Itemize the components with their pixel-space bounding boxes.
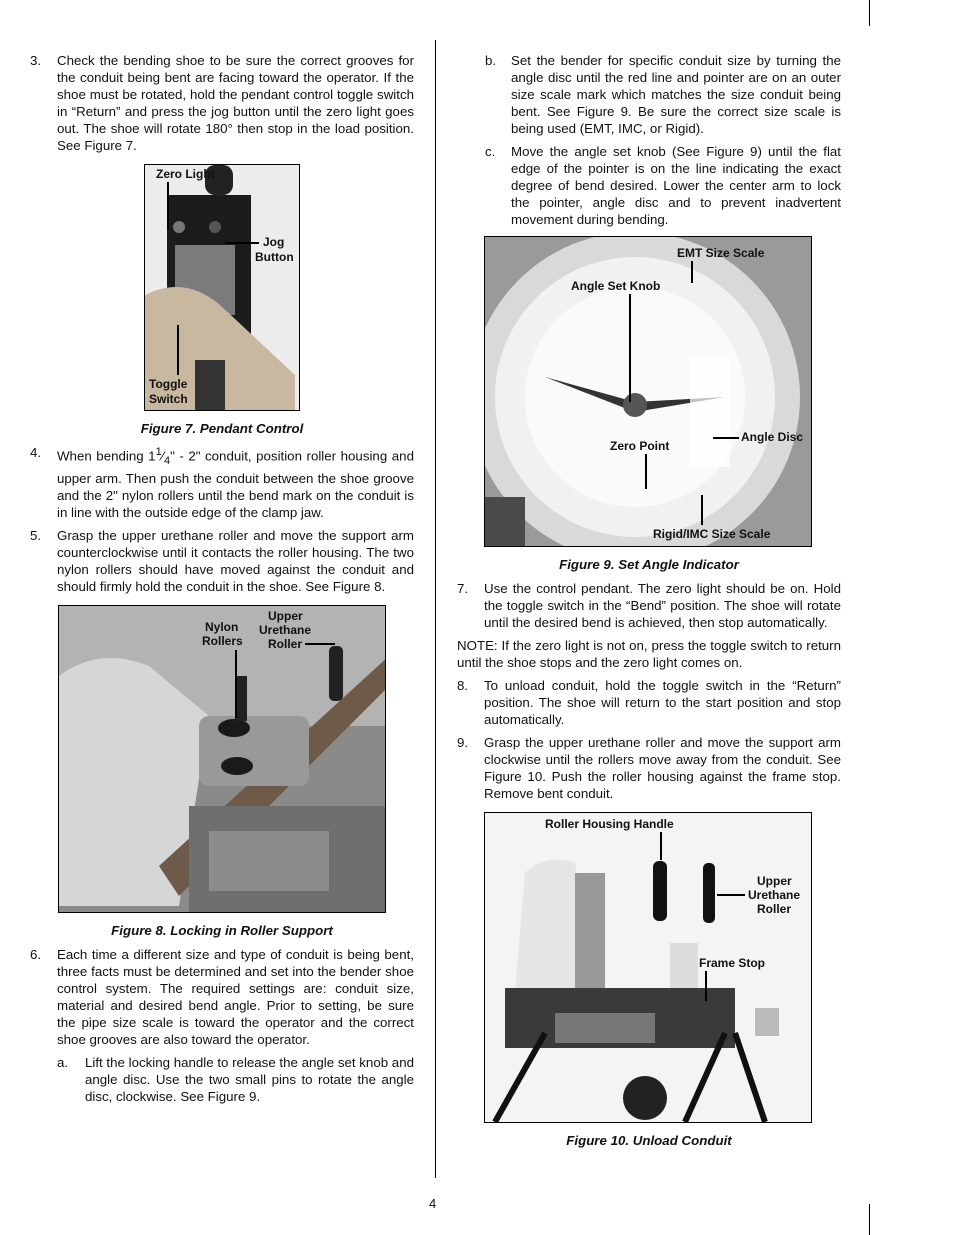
label-nylon-1: Nylon	[205, 620, 239, 635]
figure-8-image	[58, 605, 386, 913]
label-jog-1: Jog	[263, 235, 285, 249]
label-angle-set-knob: Angle Set Knob	[571, 279, 661, 293]
figure-8-caption: Figure 8. Locking in Roller Support	[111, 923, 333, 939]
pointer-angle-disc	[713, 437, 739, 439]
left-column	[30, 52, 414, 1111]
step-6a-text: Lift the locking handle to release the angle set knob and angle disc. Use the two small pins to rotate the angle disc, clockwise. See Figure 9.	[85, 1055, 414, 1105]
roller-support-photo	[59, 606, 385, 912]
pointer-emt-scale	[691, 261, 693, 283]
label-zero-light: Zero Light	[156, 167, 215, 181]
step-6: 6. Each time a different size and type of conduit is being bent, three facts must be determined and set into the bender shoe control system. The required settings are: conduit size, material and desired bend angle. Prior to setting, be sure the pipe size scale is toward the operator and the correct shoe grooves are also toward the operator.	[30, 947, 414, 1048]
pointer-angle-set-knob	[629, 294, 631, 402]
pointer-zero-point	[645, 454, 647, 489]
figure-7-caption: Figure 7. Pendant Control	[140, 421, 304, 436]
step-9-text: Grasp the upper urethane roller and move the support arm clockwise until the rollers move away from the conduit. See Figure 10. Push the roller housing against the frame stop. Remove bent conduit.	[484, 735, 841, 801]
pointer-zero-light	[167, 182, 169, 230]
pointer-roller-housing-handle	[660, 832, 662, 860]
label-emt-scale: EMT Size Scale	[677, 246, 765, 260]
label-frame-stop: Frame Stop	[699, 956, 766, 970]
figure-7-image	[144, 164, 300, 411]
pointer-upper-roller	[717, 894, 745, 896]
label-upper-3: Roller	[268, 637, 303, 652]
pointer-frame-stop	[705, 971, 707, 1001]
label-roller-housing-handle: Roller Housing Handle	[545, 817, 674, 831]
label-zero-point: Zero Point	[610, 439, 670, 453]
label-nylon-2: Rollers	[202, 634, 243, 649]
label-angle-disc: Angle Disc	[741, 430, 804, 444]
step-6c-text: Move the angle set knob (See Figure 9) until the flat edge of the pointer is on the line indicating the exact degree of bend desired. Lower the center arm to lock the pointer, angle disc and to prevent inadvertent movement during bending.	[511, 144, 841, 227]
step-8: 8. To unload conduit, hold the toggle switch in the “Return” position. The shoe will return to the start position and stop automatically.	[457, 678, 841, 727]
step-5-text: Grasp the upper urethane roller and move the support arm counterclockwise until it contacts the roller housing. The two nylon rollers should have moved against the conduit and should firmly hold the conduit in the shoe. See Figure 8.	[57, 528, 414, 595]
step-7: 7. Use the control pendant. The zero light should be on. Hold the toggle switch in the “Bend” position. The shoe will rotate until the desired bend is achieved, then stop automatically.	[457, 581, 841, 630]
pointer-nylon-rollers	[235, 650, 237, 718]
right-column	[457, 52, 841, 1156]
figure-10-caption: Figure 10. Unload Conduit	[566, 1133, 732, 1148]
crop-mark-top	[869, 0, 870, 26]
step-3-text: Check the bending shoe to be sure the correct grooves for the conduit being bent are facing toward the operator. If the shoe must be rotated, hold the pendant control toggle switch in “Return” and press the jog button until the zero light goes out. The shoe will rotate 180° then stop in the load position. See Figure 7.	[57, 53, 414, 153]
step-6-text: Each time a different size and type of conduit is being bent, three facts must be determined and set into the bender shoe control system. The required settings are: conduit size, material and desired bend angle. Prior to setting, be sure the pipe size scale is toward the operator and the correct shoe grooves are also toward the operator.	[57, 947, 414, 1048]
figure-9-caption: Figure 9. Set Angle Indicator	[559, 557, 739, 572]
label-upper-3: Roller	[757, 902, 792, 916]
figure-9-image	[484, 236, 812, 547]
step-9: 9. Grasp the upper urethane roller and move the support arm clockwise until the rollers move away from the conduit. See Figure 10. Push the roller housing against the frame stop. Remove bent conduit.	[457, 735, 841, 801]
step-6c: c. Move the angle set knob (See Figure 9) until the flat edge of the pointer is on the line indicating the exact degree of bend desired. Lower the center arm to lock the pointer, angle disc and to prevent inadvertent movement during bending.	[485, 144, 841, 227]
label-upper-2: Urethane	[259, 623, 312, 638]
note-text: NOTE: If the zero light is not on, press the toggle switch to return until the shoe stops and the zero light comes on.	[457, 638, 841, 670]
label-upper-1: Upper	[757, 874, 792, 888]
step-6a: a. Lift the locking handle to release the angle set knob and angle disc. Use the two small pins to rotate the angle disc, clockwise. See Figure 9.	[57, 1055, 414, 1105]
crop-mark-bottom	[869, 1204, 870, 1235]
pointer-rigid-scale	[701, 495, 703, 525]
step-6b: b. Set the bender for specific conduit size by turning the angle disc until the red line and pointer are on an outer size scale mark which matches the size conduit being bent. See Figure 9. Be sure the correct size scale is being used (EMT, IMC, or Rigid).	[485, 53, 841, 136]
label-toggle-2: Switch	[149, 392, 188, 406]
label-upper-1: Upper	[268, 609, 303, 624]
column-divider	[435, 40, 436, 1178]
label-toggle-1: Toggle	[149, 377, 188, 391]
step-5: 5. Grasp the upper urethane roller and move the support arm counterclockwise until it contacts the roller housing. The two nylon rollers should have moved against the conduit and should firmly hold the conduit in the shoe. See Figure 8.	[30, 528, 414, 595]
pointer-upper-roller	[305, 643, 335, 645]
page-number: 4	[429, 1196, 437, 1211]
pointer-toggle-switch	[177, 325, 179, 375]
pointer-jog-button	[225, 242, 259, 244]
step-4: 4. When bending $1^1⁄_4$" - 2" conduit, position roller housing and upper arm. Then push the conduit between the shoe groove and the 2" nylon rollers until the bend mark on the conduit is in line with the outside edge of the clamp jaw.	[30, 445, 414, 521]
step-7-text: Use the control pendant. The zero light should be on. Hold the toggle switch in the “Bend” position. The shoe will rotate until the desired bend is achieved, then stop automatically.	[484, 581, 841, 630]
label-rigid-scale: Rigid/IMC Size Scale	[653, 527, 771, 541]
label-upper-2: Urethane	[748, 888, 801, 902]
step-8-text: To unload conduit, hold the toggle switch in the “Return” position. The shoe will return to the start position and stop automatically.	[484, 678, 841, 727]
step-3: 3. Check the bending shoe to be sure the correct grooves for the conduit being bent are facing toward the operator. If the shoe must be rotated, hold the pendant control toggle switch in “Return” and press the jog button until the zero light goes out. The shoe will rotate 180° then stop in the load position. See Figure 7.	[30, 53, 414, 153]
figure-10-image	[484, 812, 812, 1123]
label-jog-2: Button	[255, 250, 294, 264]
step-6b-text: Set the bender for specific conduit size by turning the angle disc until the red line and pointer are on an outer size scale mark which matches the size conduit being bent. See Figure 9. Be sure the correct size scale is being used (EMT, IMC, or Rigid).	[511, 53, 841, 136]
